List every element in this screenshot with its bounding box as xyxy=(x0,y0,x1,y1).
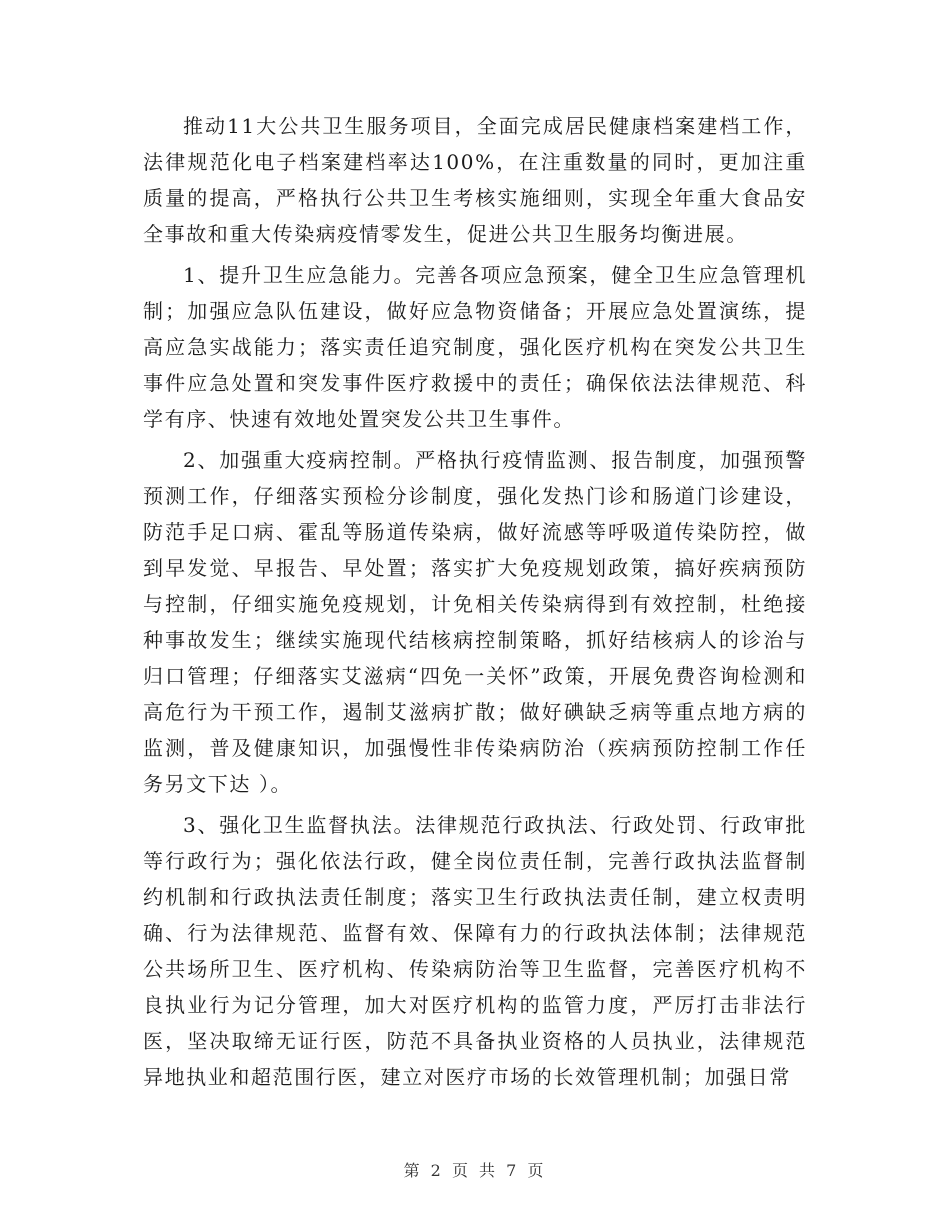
paragraph-health-supervision: 3、强化卫生监督执法。法律规范行政执法、行政处罚、行政审批等行政行为；强化依法行政，健全岗位责任制，完善行政执法监督制约机制和行政执法责任制度；落实卫生行政执法责任制，建立权责明确、行为法律规范、监督有效、保障有力的行政执法体制；法律规范公共场所卫生、医疗机构、传染病防治等卫生监督，完善医疗机构不良执业行为记分管理，加大对医疗机构的监管力度，严厉打击非法行医，坚决取缔无证行医，防范不具备执业资格的人员执业，法律规范异地执业和超范围行医，建立对医疗市场的长效管理机制；加强日常 xyxy=(143,813,807,1089)
paragraph-intro: 推动11大公共卫生服务项目，全面完成居民健康档案建档工作，法律规范化电子档案建档率达100%，在注重数量的同时，更加注重质量的提高，严格执行公共卫生考核实施细则，实现全年重大食品安全事故和重大传染病疫情零发生，促进公共卫生服务均衡进展。 xyxy=(143,114,807,246)
paragraph-emergency-capacity: 1、提升卫生应急能力。完善各项应急预案，健全卫生应急管理机制；加强应急队伍建设，做好应急物资储备；开展应急处置演练，提高应急实战能力；落实责任追究制度，强化医疗机构在突发公共卫生事件应急处置和突发事件医疗救援中的责任；确保依法法律规范、科学有序、快速有效地处置突发公共卫生事件。 xyxy=(143,263,807,431)
paragraph-disease-control: 2、加强重大疫病控制。严格执行疫情监测、报告制度，加强预警预测工作，仔细落实预检分诊制度，强化发热门诊和肠道门诊建设，防范手足口病、霍乱等肠道传染病，做好流感等呼吸道传染防控，做到早发觉、早报告、早处置；落实扩大免疫规划政策，搞好疾病预防与控制，仔细实施免疫规划，计免相关传染病得到有效控制，杜绝接种事故发生；继续实施现代结核病控制策略，抓好结核病人的诊治与归口管理；仔细落实艾滋病“四免一关怀”政策，开展免费咨询检测和高危行为干预工作，遏制艾滋病扩散；做好碘缺乏病等重点地方病的监测，普及健康知识，加强慢性非传染病防治（疾病预防控制工作任务另文下达 ）。 xyxy=(143,448,807,796)
page-number-footer: 第 2 页 共 7 页 xyxy=(403,1161,547,1180)
document-body xyxy=(143,108,807,1100)
